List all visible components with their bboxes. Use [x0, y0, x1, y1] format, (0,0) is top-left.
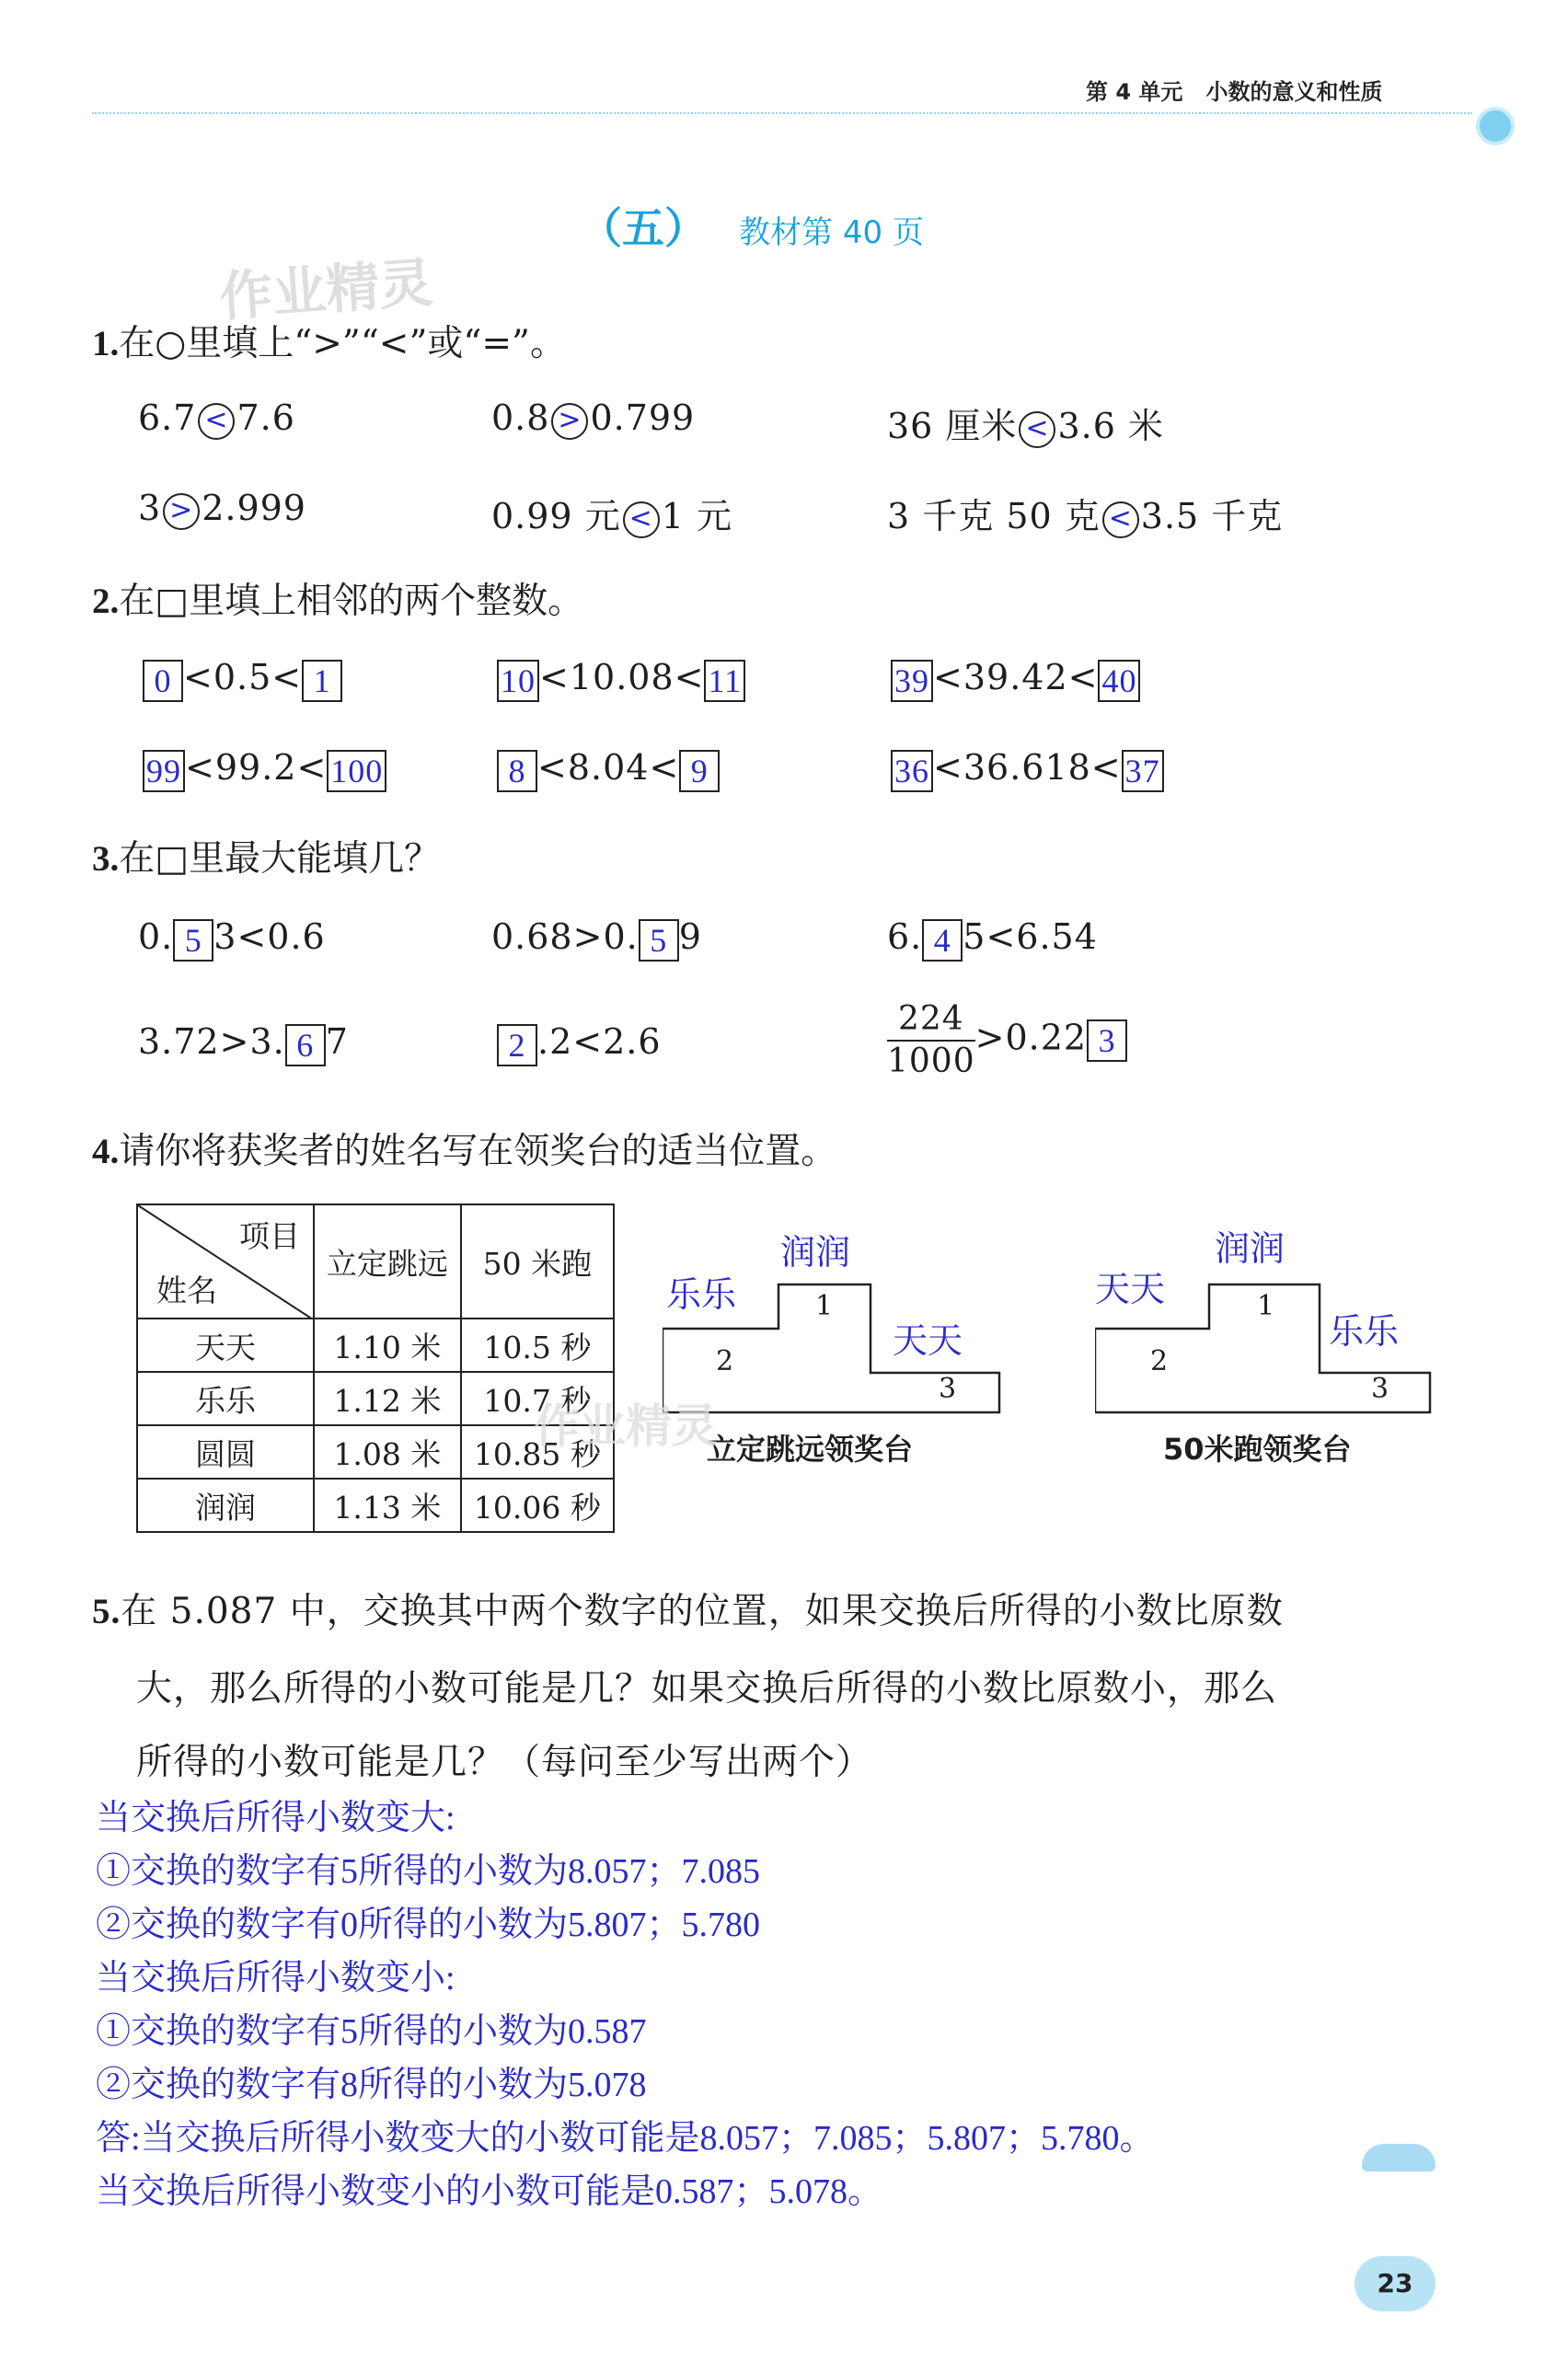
- col-header-jump: 立定跳远: [314, 1204, 461, 1319]
- q3-item-5: 2 .2<2.6: [497, 1021, 662, 1066]
- q3-prompt: 3.在□里最大能填几？: [92, 838, 441, 880]
- fraction: $\frac{224}{1000}$: [887, 1000, 975, 1080]
- podium-first-name: 润润: [780, 1234, 851, 1273]
- unit-topic: 小数的意义和性质: [1205, 79, 1383, 105]
- place-2: 2: [716, 1345, 734, 1377]
- q3-text: 在□里最大能填几？: [119, 838, 441, 880]
- corner-bottom: 姓名: [156, 1273, 217, 1308]
- q1-item-3: 36 厘米 < 3.6 米: [887, 406, 1164, 446]
- table-row: 乐乐 1.12 米 10.7 秒: [137, 1372, 614, 1425]
- table-corner: [137, 1204, 314, 1319]
- q1-prompt: 1.在○里填上“>”“<”或“=”。: [92, 323, 566, 364]
- watermark: 作业精灵: [217, 250, 435, 328]
- q1-answer-circle: <: [1102, 501, 1139, 538]
- table-row: 润润 1.13 米 10.06 秒: [137, 1479, 614, 1532]
- podium-third-name: 乐乐: [1329, 1313, 1400, 1352]
- q2-text: 在□里填上相邻的两个整数。: [119, 581, 584, 622]
- podium-first-name: 润润: [1215, 1230, 1286, 1269]
- q3-item-2: 0.68>0. 5 9: [491, 916, 702, 962]
- q5-answer-line: 当交换后所得小数变大:: [96, 1799, 455, 1837]
- q2-prompt: 2.在□里填上相邻的两个整数。: [92, 581, 584, 622]
- section-label: （五）: [580, 203, 707, 253]
- q2-item-1: 0 <0.5< 1: [143, 657, 342, 702]
- place-1: 1: [815, 1290, 834, 1322]
- podium-third-name: 天天: [893, 1322, 963, 1361]
- q2-item-5: 8 <8.04< 9: [497, 747, 720, 792]
- q5-prompt-line-2: 大，那么所得的小数可能是几？如果交换后所得的小数比原数小，那么: [136, 1668, 1278, 1710]
- q5-answer-line: 答:当交换后所得小数变大的小数可能是8.057；7.085；5.807；5.780。: [96, 2119, 1155, 2158]
- cloud-decoration: [1362, 2144, 1435, 2171]
- table-row: 圆圆 1.08 米 10.85 秒: [137, 1425, 614, 1479]
- q5-answer-line: ②交换的数字有0所得的小数为5.807；5.780: [96, 1906, 761, 1944]
- q5-answer-line: ①交换的数字有5所得的小数为8.057；7.085: [96, 1852, 761, 1891]
- place-2: 2: [1150, 1345, 1169, 1377]
- watermark: 作业精灵: [534, 1399, 718, 1453]
- q1-answer-circle: <: [623, 501, 660, 538]
- unit-label: 第 4 单元 小数的意义和性质: [1086, 79, 1383, 105]
- col-header-run: 50 米跑: [461, 1204, 614, 1319]
- podium-second-name: 乐乐: [666, 1276, 737, 1315]
- q2-item-2: 10 <10.08< 11: [497, 657, 745, 702]
- place-3: 3: [939, 1373, 957, 1405]
- page-number-badge: [1355, 2256, 1435, 2311]
- podium-caption: 立定跳远领奖台: [707, 1432, 914, 1467]
- q3-item-6: $\frac{224}{1000}$ >0.22 3: [887, 999, 1127, 1082]
- q2-item-4: 99 <99.2< 100: [143, 747, 386, 792]
- podium-caption: 50米跑领奖台: [1163, 1432, 1352, 1467]
- q5-answer-line: 当交换后所得小数变小:: [96, 1959, 455, 1998]
- place-1: 1: [1257, 1290, 1275, 1322]
- q1-item-5: 0.99 元 < 1 元: [491, 496, 732, 536]
- q4-prompt: 4.请你将获奖者的姓名写在领奖台的适当位置。: [92, 1131, 837, 1172]
- q1-item-1: 6.7 < 7.6: [138, 397, 295, 438]
- header-rule: [92, 112, 1472, 114]
- q1-item-2: 0.8 > 0.799: [491, 397, 696, 438]
- section-title: [580, 195, 924, 256]
- q2-item-3: 39 <39.42< 40: [891, 657, 1140, 702]
- corner-top: 项目: [239, 1218, 300, 1254]
- q3-item-4: 3.72>3. 6 7: [138, 1021, 349, 1066]
- podium-run: [1095, 1230, 1463, 1472]
- q1-answer-circle: >: [163, 493, 200, 530]
- page-number: 23: [1377, 2268, 1413, 2298]
- table-row: 天天 1.10 米 10.5 秒: [137, 1319, 614, 1372]
- q1-text: 在○里填上“>”“<”或“=”。: [119, 323, 566, 364]
- header-circle-icon: [1476, 107, 1515, 145]
- q2-item-6: 36 <36.618< 37: [891, 747, 1164, 792]
- q1-answer-circle: <: [198, 403, 235, 440]
- q1-item-4: 3 > 2.999: [138, 488, 306, 528]
- q5-answer-line: 当交换后所得小数变小的小数可能是0.587；5.078。: [96, 2172, 883, 2211]
- q5-prompt-line-1: 5.在 5.087 中，交换其中两个数字的位置，如果交换后所得的小数比原数: [92, 1591, 1284, 1632]
- q3-item-1: 0. 5 3<0.6: [138, 916, 326, 962]
- q5-answer-line: ②交换的数字有8所得的小数为5.078: [96, 2066, 647, 2104]
- podium-second-name: 天天: [1095, 1271, 1166, 1309]
- q4-text: 请你将获奖者的姓名写在领奖台的适当位置。: [119, 1131, 837, 1172]
- q1-item-6: 3 千克 50 克 < 3.5 千克: [887, 496, 1284, 536]
- section-ref: 教材第 40 页: [739, 214, 924, 251]
- place-3: 3: [1371, 1373, 1389, 1405]
- q5-answer-line: ①交换的数字有5所得的小数为0.587: [96, 2012, 647, 2051]
- q1-answer-circle: <: [1019, 411, 1055, 448]
- q5-prompt-line-3: 所得的小数可能是几？（每问至少写出两个）: [136, 1742, 873, 1783]
- q3-item-3: 6. 4 5<6.54: [887, 916, 1098, 962]
- results-table: [136, 1204, 615, 1533]
- q1-answer-circle: >: [551, 403, 588, 440]
